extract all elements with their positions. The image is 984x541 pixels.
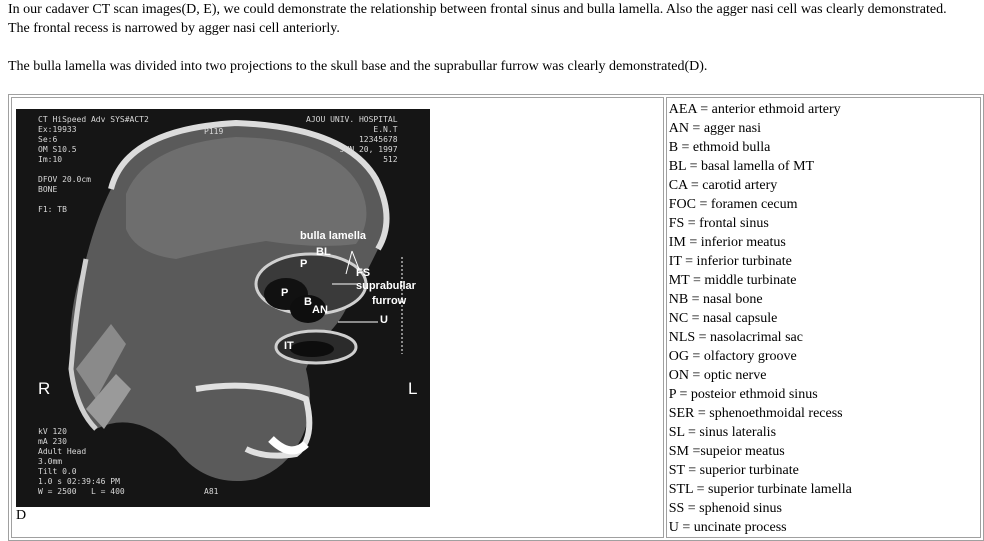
label-b: B [304, 296, 312, 308]
abbreviation-item: FOC = foramen cecum [668, 197, 798, 212]
ct-scan-image [16, 109, 430, 507]
abbreviation-item: OG = olfactory groove [668, 349, 797, 364]
abbreviation-item: NC = nasal capsule [668, 311, 778, 326]
abbreviation-item: NLS = nasolacrimal sac [668, 330, 803, 345]
label-furrow: furrow [372, 295, 407, 307]
abbreviation-item: FS = frontal sinus [668, 216, 769, 231]
abbreviation-item: B = ethmoid bulla [668, 140, 771, 155]
abbreviation-item: AEA = anterior ethmoid artery [668, 102, 841, 117]
label-an: AN [312, 304, 328, 316]
intro-paragraph: In our cadaver CT scan images(D, E), we could demonstrate the relationship between frontal sinus and bulla lamella. Also the agger nasi cell was clearly demonstrated. The frontal recess is narrowed by agger nasi cell anteriorly. [8, 2, 947, 36]
abbreviation-item: BL = basal lamella of MT [668, 159, 815, 174]
slice-anterior-text: A81 [204, 487, 219, 496]
abbreviation-item: SER = sphenoethmoidal recess [668, 406, 843, 421]
abbreviation-item: ST = superior turbinate [668, 463, 799, 478]
abbreviation-item: SS = sphenoid sinus [668, 501, 783, 516]
abbreviation-item: SM =supeior meatus [668, 444, 785, 459]
slice-position-text: P119 [204, 127, 224, 136]
abbreviation-item: CA = carotid artery [668, 178, 778, 193]
abbreviation-item: MT = middle turbinate [668, 273, 797, 288]
abbreviation-item: P = posteior ethmoid sinus [668, 387, 818, 402]
figure-caption: D [16, 508, 27, 523]
label-it: IT [284, 340, 294, 352]
scanner-info-text: CT HiSpeed Adv SYS#ACT2 Ex:19933 Se:6 OM S10.5 Im:10 DFOV 20.0cm BONE F1: TB [38, 115, 149, 214]
abbreviation-item: AN = agger nasi [668, 121, 761, 136]
right-side-marker: R [38, 379, 51, 398]
abbreviation-cell [666, 97, 981, 538]
abbreviation-item: IT = inferior turbinate [668, 254, 792, 269]
figure-table [8, 94, 984, 541]
abbreviation-item: ON = optic nerve [668, 368, 767, 383]
label-u: U [380, 314, 388, 326]
acquisition-params-text: kV 120 mA 230 Adult Head 3.0mm Tilt 0.0 1.0 s 02:39:46 PM W = 2500 L = 400 [38, 427, 125, 496]
image-cell [11, 97, 664, 538]
label-bl: BL [316, 246, 331, 258]
hospital-info-text: AJOU UNIV. HOSPITAL E.N.T 12345678 JUN 20, 1997 512 [306, 115, 398, 164]
label-suprabullar: suprabullar [356, 280, 416, 292]
abbreviation-list [669, 100, 980, 537]
abbreviation-item: U = uncinate process [668, 520, 787, 535]
label-fs: FS [356, 267, 371, 279]
label-p-lower: P [281, 287, 289, 299]
left-side-marker: L [408, 379, 418, 398]
abbreviation-item: SL = sinus lateralis [668, 425, 777, 440]
abbreviation-item: STL = superior turbinate lamella [668, 482, 852, 497]
bulla-paragraph: The bulla lamella was divided into two projections to the skull base and the suprabullar furrow was clearly demonstrated(D). [8, 59, 708, 74]
label-p-upper: P [300, 258, 308, 270]
abbreviation-item: IM = inferior meatus [668, 235, 786, 250]
abbreviation-item: NB = nasal bone [668, 292, 763, 307]
label-bulla-lamella: bulla lamella [300, 230, 367, 242]
